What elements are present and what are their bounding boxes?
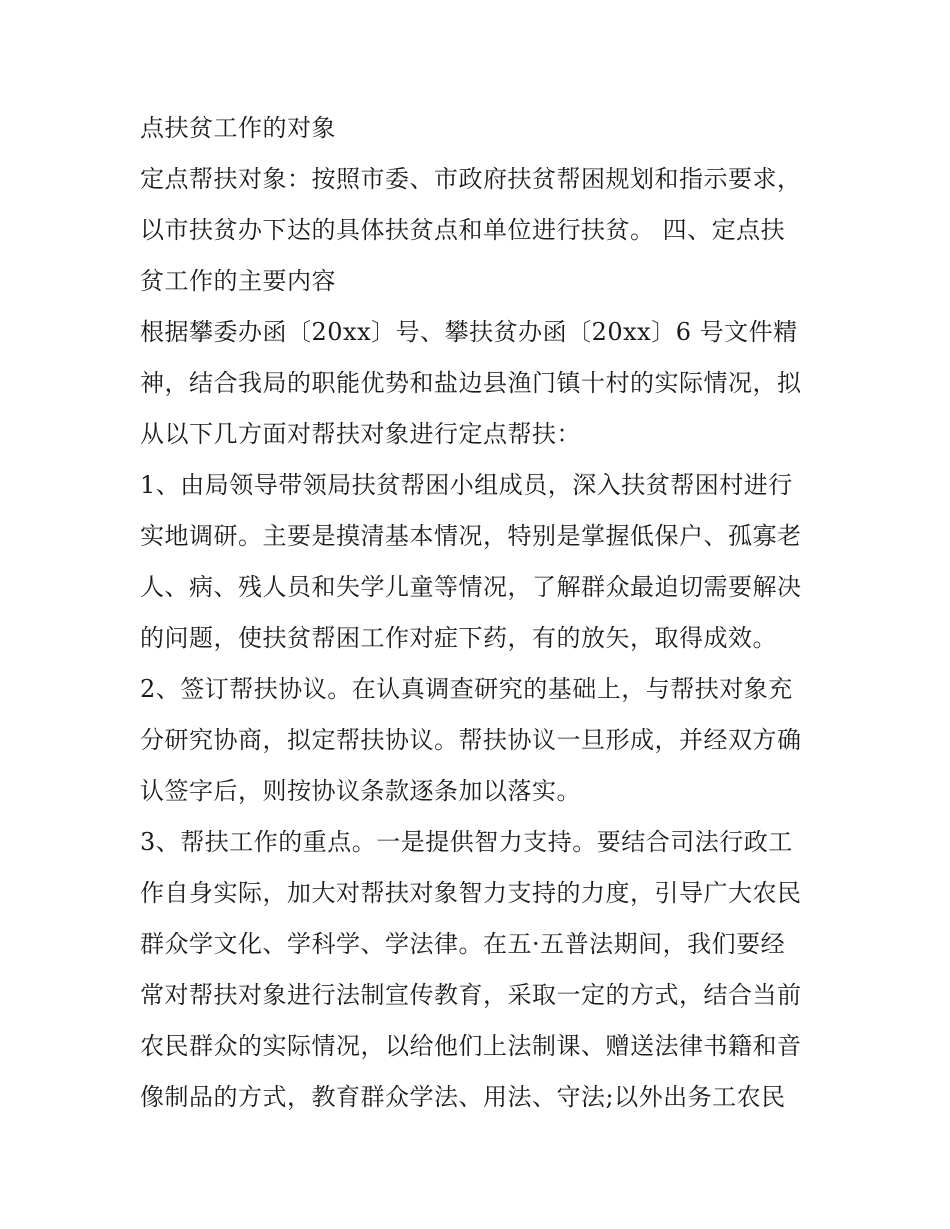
- text-line: 常对帮扶对象进行法制宣传教育，采取一定的方式，结合当前: [140, 981, 802, 1009]
- text-line: 点扶贫工作的对象: [140, 114, 336, 142]
- text-line: 以市扶贫办下达的具体扶贫点和单位进行扶贫。 四、定点扶: [140, 216, 786, 244]
- text-line: 定点帮扶对象：按照市委、市政府扶贫帮困规划和指示要求，: [140, 165, 802, 193]
- text-line: 贫工作的主要内容: [140, 267, 336, 295]
- text-line: 认签字后，则按协议条款逐条加以落实。: [140, 777, 581, 805]
- text-line: 作自身实际，加大对帮扶对象智力支持的力度，引导广大农民: [140, 879, 802, 907]
- text-line: 农民群众的实际情况，以给他们上法制课、赠送法律书籍和音: [140, 1032, 802, 1060]
- text-line: 3、帮扶工作的重点。一是提供智力支持。要结合司法行政工: [140, 828, 793, 856]
- text-line: 像制品的方式，教育群众学法、用法、守法;以外出务工农民: [140, 1083, 786, 1111]
- text-line: 群众学文化、学科学、学法律。在五·五普法期间，我们要经: [140, 930, 786, 958]
- text-line: 神，结合我局的职能优势和盐边县渔门镇十村的实际情况，拟: [140, 369, 802, 397]
- text-line: 的问题，使扶贫帮困工作对症下药，有的放矢，取得成效。: [140, 624, 777, 652]
- text-line: 从以下几方面对帮扶对象进行定点帮扶：: [140, 420, 581, 448]
- text-line: 根据攀委办函〔20xx〕号、攀扶贫办函〔20xx〕6 号文件精: [140, 318, 798, 346]
- text-line: 人、病、残人员和失学儿童等情况，了解群众最迫切需要解决: [140, 573, 802, 601]
- text-line: 实地调研。主要是摸清基本情况，特别是掌握低保户、孤寡老: [140, 522, 802, 550]
- text-line: 2、签订帮扶协议。在认真调查研究的基础上，与帮扶对象充: [140, 675, 793, 703]
- document-body: [140, 103, 812, 1123]
- text-line: 分研究协商，拟定帮扶协议。帮扶协议一旦形成，并经双方确: [140, 726, 802, 754]
- text-line: 1、由局领导带领局扶贫帮困小组成员，深入扶贫帮困村进行: [140, 471, 793, 499]
